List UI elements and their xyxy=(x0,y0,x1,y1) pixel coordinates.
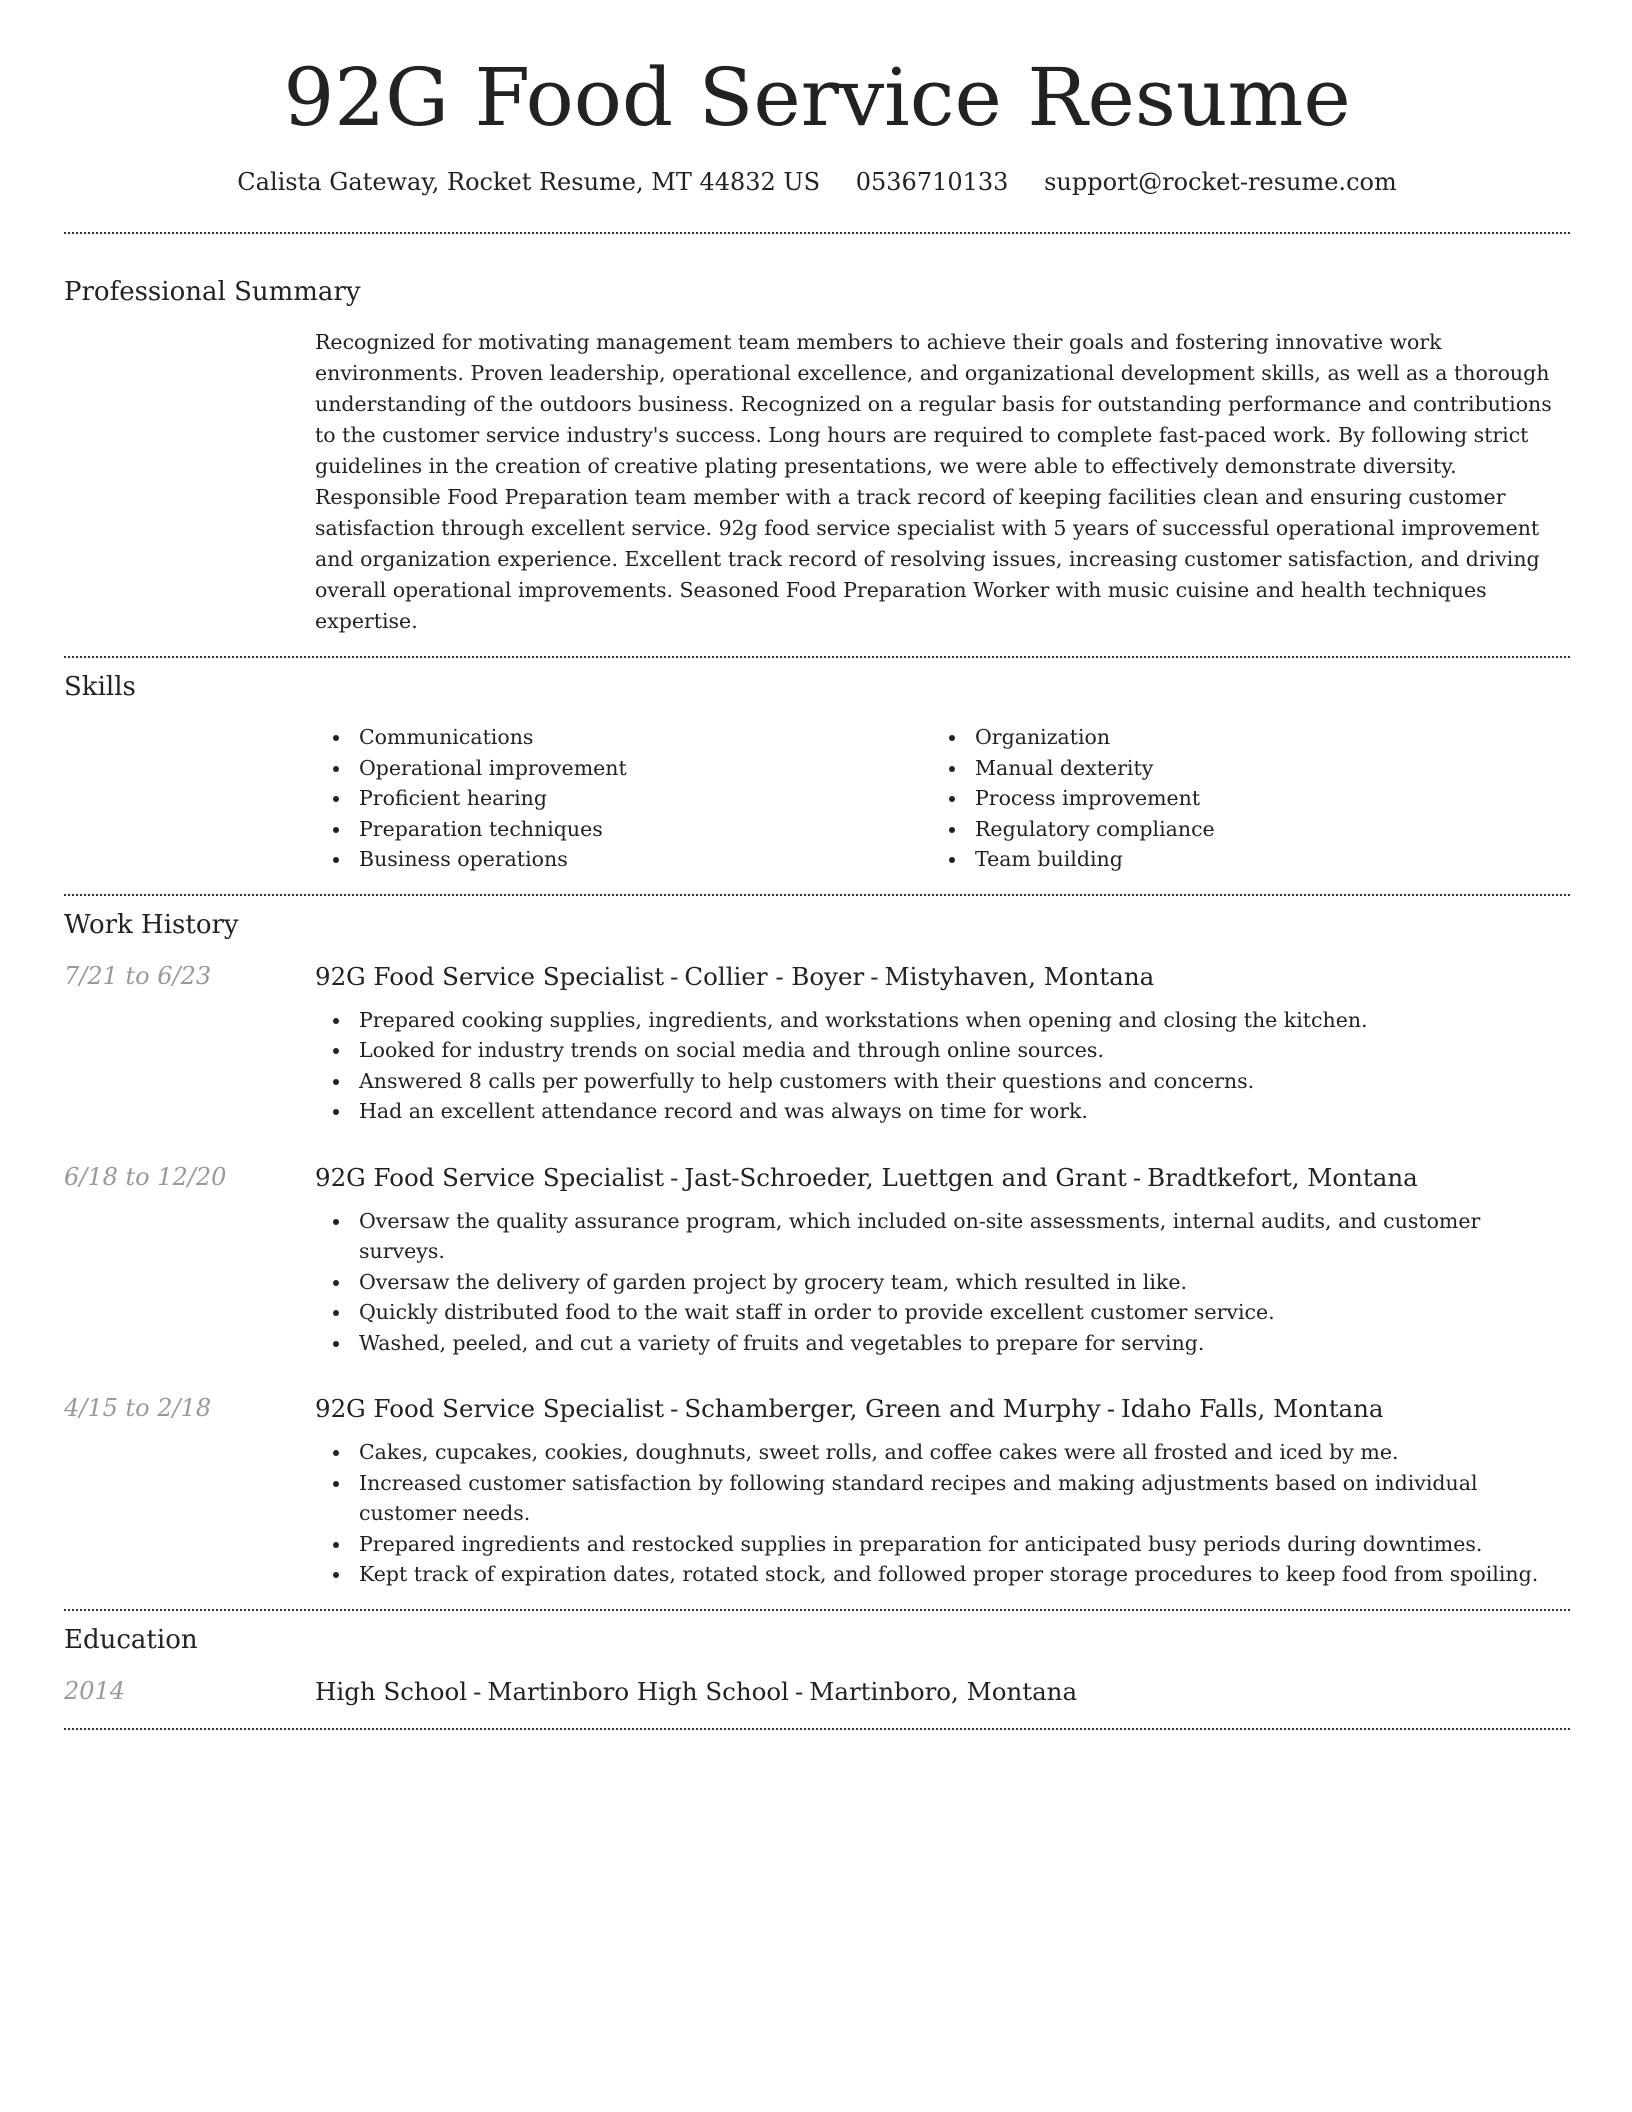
job-duty: Oversaw the delivery of garden project by grocery team, which resulted in like. xyxy=(315,1267,1570,1298)
education-location: Martinboro, Montana xyxy=(809,1676,1078,1706)
job-duty: Cakes, cupcakes, cookies, doughnuts, sweet rolls, and coffee cakes were all frosted and iced by me. xyxy=(315,1437,1570,1468)
contact-line xyxy=(64,168,1570,196)
job-duties xyxy=(315,1437,1570,1590)
skill-item: Regulatory compliance xyxy=(931,814,1547,845)
contact-phone: 0536710133 xyxy=(855,168,1009,196)
job-duty: Prepared cooking supplies, ingredients, and workstations when opening and closing the kitchen. xyxy=(315,1005,1570,1036)
summary-section xyxy=(64,277,1570,637)
job-duty: Kept track of expiration dates, rotated stock, and followed proper storage procedures to keep food from spoiling. xyxy=(315,1559,1570,1590)
job-duty: Quickly distributed food to the wait staff in order to provide excellent customer service. xyxy=(315,1297,1570,1328)
education-degree: High School xyxy=(315,1676,468,1706)
skills-heading: Skills xyxy=(64,672,136,702)
job-duties xyxy=(315,1206,1570,1359)
job-duty: Increased customer satisfaction by following standard recipes and making adjustments based on individual customer needs. xyxy=(315,1468,1570,1529)
job-heading: 92G Food Service Specialist - Collier - Boyer - Mistyhaven, Montana xyxy=(315,961,1155,991)
job-duty: Answered 8 calls per powerfully to help customers with their questions and concerns. xyxy=(315,1066,1570,1097)
job-entry xyxy=(64,1394,1570,1590)
skill-item: Manual dexterity xyxy=(931,753,1547,784)
education-section xyxy=(64,1625,1570,1706)
job-title: 92G Food Service Specialist xyxy=(315,1162,665,1192)
work-history-section xyxy=(64,910,1570,1590)
divider xyxy=(64,232,1570,234)
divider xyxy=(64,1609,1570,1611)
work-history-heading: Work History xyxy=(64,909,239,940)
skill-item: Organization xyxy=(931,722,1547,753)
education-date: 2014 xyxy=(64,1676,126,1705)
skills-section xyxy=(64,672,1570,875)
job-company: Jast-Schroeder, Luettgen and Grant xyxy=(684,1162,1127,1192)
skill-item: Communications xyxy=(315,722,931,753)
job-date: 7/21 to 6/23 xyxy=(64,961,212,990)
education-school: Martinboro High School xyxy=(487,1676,789,1706)
skill-item: Business operations xyxy=(315,844,931,875)
job-company: Collier - Boyer xyxy=(684,961,865,991)
job-location: Idaho Falls, Montana xyxy=(1121,1394,1384,1423)
skill-item: Process improvement xyxy=(931,783,1547,814)
skills-list-left xyxy=(315,722,931,875)
education-heading-line: High School - Martinboro High School - Martinboro, Montana xyxy=(315,1676,1078,1706)
divider xyxy=(64,656,1570,658)
skills-list-right xyxy=(931,722,1547,875)
summary-heading: Professional Summary xyxy=(64,277,361,307)
job-company: Schamberger, Green and Murphy xyxy=(684,1394,1101,1423)
job-date: 4/15 to 2/18 xyxy=(64,1394,212,1422)
job-duty: Oversaw the quality assurance program, which included on-site assessments, internal audits, and customer surveys. xyxy=(315,1206,1570,1267)
resume-page xyxy=(64,0,1570,1730)
education-entry xyxy=(64,1677,1570,1706)
job-duties xyxy=(315,1005,1570,1127)
skill-item: Operational improvement xyxy=(315,753,931,784)
job-title: 92G Food Service Specialist xyxy=(315,1394,665,1423)
summary-text: Recognized for motivating management team members to achieve their goals and fostering innovative work environments. Proven leadership, operational excellence, and organizational development skills, as well as a thorough understanding of the outdoors business. Recognized on a regular basis for outstanding performance and contributions to the customer service industry's success. Long hours are required to complete fast-paced work. By following strict guidelines in the creation of creative plating presentations, we were able to effectively demonstrate diversity. Responsible Food Preparation team member with a track record of keeping facilities clean and ensuring customer satisfaction through excellent service. 92g food service specialist with 5 years of successful operational improvement and organization experience. Excellent track record of resolving issues, increasing customer satisfaction, and driving overall operational improvements. Seasoned Food Preparation Worker with music cuisine and health techniques expertise. xyxy=(315,330,1552,633)
job-heading: 92G Food Service Specialist - Schamberger, Green and Murphy - Idaho Falls, Montana xyxy=(315,1394,1384,1423)
job-date: 6/18 to 12/20 xyxy=(64,1162,227,1191)
skill-item: Preparation techniques xyxy=(315,814,931,845)
job-duty: Had an excellent attendance record and was always on time for work. xyxy=(315,1096,1570,1127)
job-duty: Looked for industry trends on social media and through online sources. xyxy=(315,1035,1570,1066)
divider xyxy=(64,894,1570,896)
job-location: Bradtkefort, Montana xyxy=(1147,1162,1418,1192)
job-entry xyxy=(64,1163,1570,1359)
contact-address: Calista Gateway, Rocket Resume, MT 44832 US xyxy=(237,168,821,196)
job-heading: 92G Food Service Specialist - Jast-Schroeder, Luettgen and Grant - Bradtkefort, Montana xyxy=(315,1162,1418,1192)
divider xyxy=(64,1728,1570,1730)
job-duty: Prepared ingredients and restocked supplies in preparation for anticipated busy periods during downtimes. xyxy=(315,1529,1570,1560)
job-duty: Washed, peeled, and cut a variety of fruits and vegetables to prepare for serving. xyxy=(315,1328,1570,1359)
job-entry xyxy=(64,962,1570,1127)
skill-item: Proficient hearing xyxy=(315,783,931,814)
resume-title: 92G Food Service Resume xyxy=(283,51,1351,144)
job-location: Mistyhaven, Montana xyxy=(884,961,1155,991)
contact-email: support@rocket-resume.com xyxy=(1044,168,1397,196)
education-heading: Education xyxy=(64,1624,198,1655)
job-title: 92G Food Service Specialist xyxy=(315,961,665,991)
skill-item: Team building xyxy=(931,844,1547,875)
